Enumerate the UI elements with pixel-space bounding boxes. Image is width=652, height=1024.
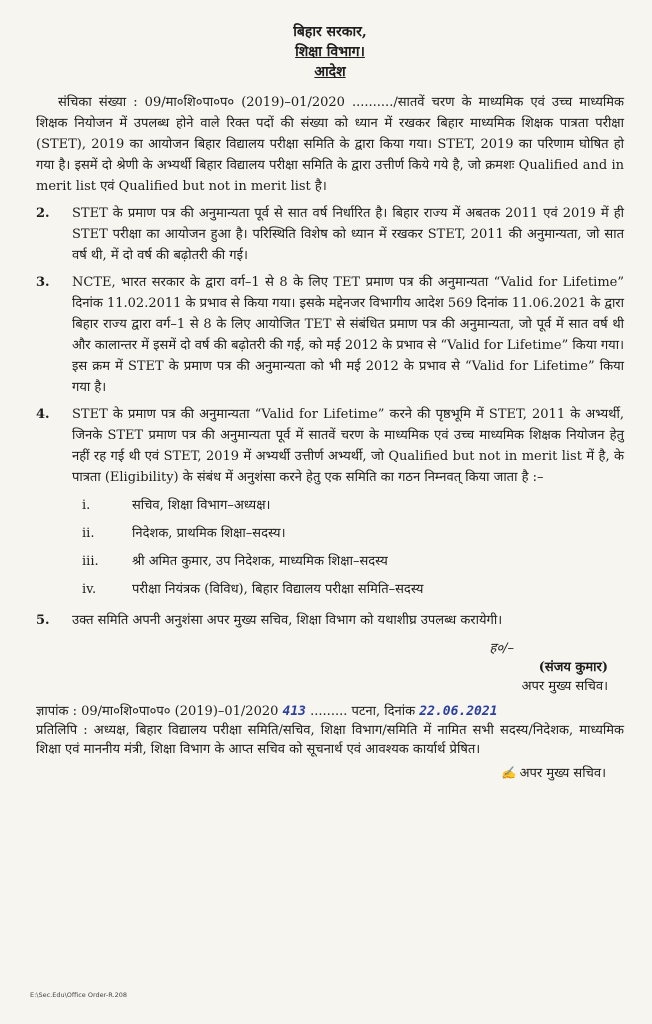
paragraph-number: 3.: [36, 275, 50, 290]
member-text: श्री अमित कुमार, उप निदेशक, माध्यमिक शिक्षा–सदस्य: [132, 554, 388, 569]
signature-block: [36, 639, 624, 696]
bottom-designation: अपर मुख्य सचिव।: [519, 766, 606, 781]
member-item: [82, 495, 624, 516]
signed-mark: ह०/–: [489, 641, 514, 656]
intro-paragraph: संचिका संख्या : 09/मा०शि०पा०प० (2019)–01/2020 ........../सातवें चरण के माध्यमिक एवं उच्च माध्यमिक शिक्षक नियोजन में उपलब्ध होने वाले रिक्त पदों की संख्या को ध्यान में रखकर बिहार माध्यमिक शिक्षक पात्रता परीक्षा (STET), 2019 का आयोजन बिहार विद्यालय परीक्षा समिति के द्वारा किया गया। STET, 2019 का परिणाम घोषित हो गया है। इसमें दो श्रेणी के अभ्यर्थी बिहार विद्यालय परीक्षा समिति के द्वारा उत्तीर्ण किये गये है, जो क्रमशः Qualified and in merit list एवं Qualified but not in merit list है।: [36, 95, 624, 194]
handwritten-signature: ✍: [500, 765, 516, 781]
department-name: शिक्षा विभाग।: [295, 44, 365, 60]
member-text: सचिव, शिक्षा विभाग–अध्यक्ष।: [132, 498, 271, 513]
member-numeral: iv.: [82, 582, 97, 597]
member-text: परीक्षा नियंत्रक (विविध), बिहार विद्यालय परीक्षा समिति–सदस्य: [132, 582, 424, 597]
memo-date-handwritten: 22.06.2021: [419, 704, 498, 719]
member-item: [82, 523, 624, 544]
signatory-name: (संजय कुमार): [538, 660, 608, 675]
memo-number-handwritten: 413: [282, 704, 307, 719]
paragraph-text: STET के प्रमाण पत्र की अनुमान्यता पूर्व से सात वर्ष निर्धारित है। बिहार राज्य में अबतक 2011 एवं 2019 में ही STET परीक्षा का आयोजन हुआ है। परिस्थिति विशेष को ध्यान में रखकर STET, 2011 की अनुमान्यता, जो सात वर्ष थी, में दो वर्ष की बढ़ोतरी की गई।: [72, 206, 624, 263]
committee-members: [36, 495, 624, 600]
paragraph-number: 2.: [36, 206, 50, 221]
copy-to-paragraph: प्रतिलिपि : अध्यक्ष, बिहार विद्यालय परीक्षा समिति/सचिव, शिक्षा विभाग/समिति में नामित सभी सदस्य/निदेशक, माध्यमिक शिक्षा एवं माननीय मंत्री, शिक्षा विभाग के आप्त सचिव को सूचनार्थ एवं आवश्यक कार्यार्थ प्रेषित।: [36, 723, 624, 757]
memo-line: [36, 702, 624, 721]
member-numeral: iii.: [82, 554, 99, 569]
govt-name: बिहार सरकार,: [293, 24, 367, 40]
memo-prefix: ज्ञापांक : 09/मा०शि०पा०प० (2019)–01/2020: [36, 704, 279, 719]
paragraph-text: उक्त समिति अपनी अनुशंसा अपर मुख्य सचिव, शिक्षा विभाग को यथाशीघ्र उपलब्ध करायेगी।: [72, 613, 503, 628]
paragraph-text: NCTE, भारत सरकार के द्वारा वर्ग–1 से 8 के लिए TET प्रमाण पत्र की अनुमान्यता “Valid for Lifetime” दिनांक 11.02.2011 के प्रभाव से किया गया। इसके मद्देनजर विभागीय आदेश 569 दिनांक 11.06.2021 के द्वारा बिहार राज्य द्वारा वर्ग–1 से 8 के लिए आयोजित TET से संबंधित प्रमाण पत्र की अनुमान्यता, जो पूर्व में सात वर्ष थी और कालान्तर में इसमें दो वर्ष की बढ़ोतरी की गई, को मई 2012 के प्रभाव से “Valid for Lifetime” किया गया। इस क्रम में STET के प्रमाण पत्र की अनुमान्यता को भी मई 2012 के प्रभाव से “Valid for Lifetime” किया गया है।: [72, 275, 624, 395]
memo-dots: .........: [310, 704, 348, 719]
paragraph-number: 4.: [36, 407, 50, 422]
bottom-signature: [36, 763, 624, 784]
member-numeral: i.: [82, 498, 91, 513]
member-numeral: ii.: [82, 526, 95, 541]
paragraph-number: 5.: [36, 613, 50, 628]
paragraph-text: STET के प्रमाण पत्र की अनुमान्यता “Valid for Lifetime” करने की पृष्ठभूमि में STET, 2011 के अभ्यर्थी, जिनके STET प्रमाण पत्र की अनुमान्यता पूर्व में सातवें चरण के माध्यमिक एवं उच्च माध्यमिक शिक्षक नियोजन हेतु नहीं रह गई थी एवं STET, 2019 में अभ्यर्थी उत्तीर्ण अभ्यर्थी, जो Qualified but not in merit list में है, के पात्रता (Eligibility) के संबंध में अनुशंसा करने हेतु एक समिति का गठन निम्नवत् किया जाता है :–: [72, 407, 624, 485]
member-item: [82, 551, 624, 572]
member-item: [82, 579, 624, 600]
memo-place: पटना, दिनांक: [351, 704, 416, 719]
member-text: निदेशक, प्राथमिक शिक्षा–सदस्य।: [132, 526, 286, 541]
paragraph-2: [36, 203, 624, 266]
order-title: आदेश: [314, 64, 346, 80]
signatory-designation: अपर मुख्य सचिव।: [521, 679, 608, 694]
letterhead: [36, 22, 624, 82]
paragraph-5: [36, 610, 624, 631]
memo-section: [36, 702, 624, 759]
paragraph-4: [36, 404, 624, 488]
paragraph-3: [36, 272, 624, 398]
file-path-footer: E:\Sec.Edu\Office Order-R.208: [30, 991, 127, 999]
